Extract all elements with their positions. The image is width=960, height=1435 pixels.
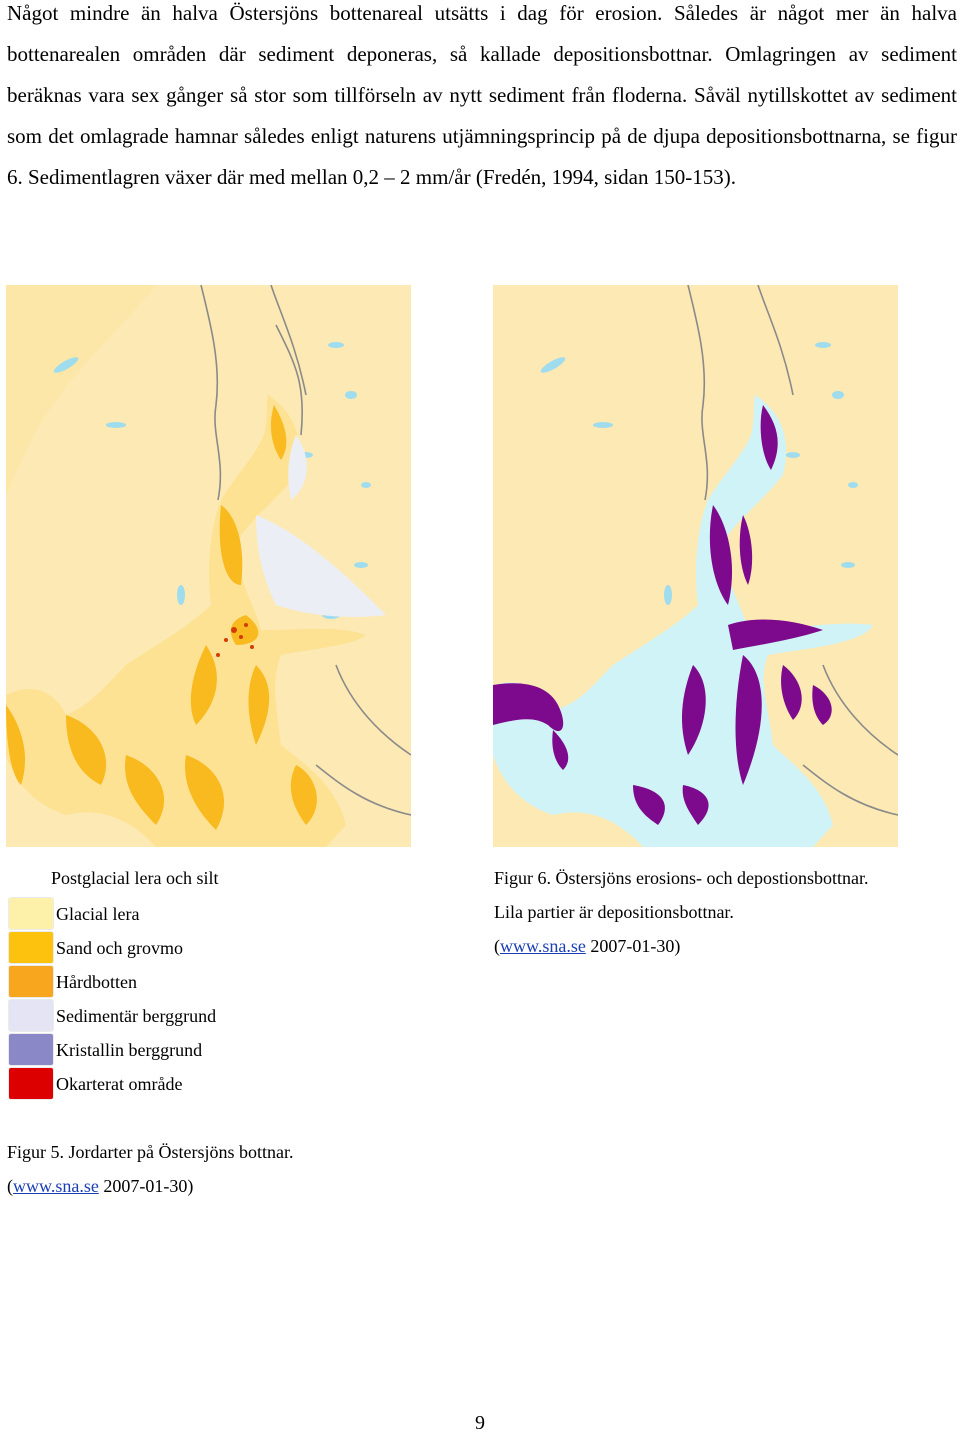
legend-swatch <box>9 1034 53 1065</box>
source-open: ( <box>7 1176 13 1196</box>
legend-label: Glacial lera <box>56 904 140 924</box>
figure6-source <box>494 934 680 958</box>
legend-item <box>9 1033 309 1067</box>
figure6-caption: Figur 6. Östersjöns erosions- och depostionsbottnar. <box>494 868 869 888</box>
legend-item <box>9 999 309 1033</box>
figure5-caption: Figur 5. Jordarter på Östersjöns bottnar. <box>7 1142 294 1162</box>
sediment-map <box>6 285 411 847</box>
source-open: ( <box>494 936 500 956</box>
legend-item <box>9 897 309 931</box>
source-date: 2007-01-30) <box>585 936 681 956</box>
figure5-source <box>7 1174 193 1198</box>
legend-swatch <box>9 932 53 963</box>
legend-label: Sedimentär berggrund <box>56 1006 217 1026</box>
legend-item <box>9 965 309 999</box>
legend-swatch <box>9 1000 53 1031</box>
legend-label: Hårdbotten <box>56 972 137 992</box>
legend-swatch <box>9 1068 53 1099</box>
deposition-map <box>493 285 898 847</box>
legend-label: Sand och grovmo <box>56 938 183 958</box>
legend-label: Kristallin berggrund <box>56 1040 203 1060</box>
page-number: 9 <box>475 1412 485 1434</box>
figure6-caption-line2: Lila partier är depositionsbottnar. <box>494 902 734 922</box>
legend-item <box>9 931 309 965</box>
source-date: 2007-01-30) <box>98 1176 194 1196</box>
legend-label: Okarterat område <box>56 1074 183 1094</box>
legend-swatch <box>9 898 53 929</box>
legend-title: Postglacial lera och silt <box>51 868 219 888</box>
legend-item <box>9 1067 309 1101</box>
source-link[interactable]: www.sna.se <box>500 936 586 956</box>
body-paragraph: Något mindre än halva Östersjöns bottenareal utsätts i dag för erosion. Således är något mer än halva bottenarealen områden där sediment deponeras, så kallade depositionsbottnar. Omlagringen av sediment beräknas vara sex gånger så stor som tillförseln av nytt sediment från floderna. Såväl nytillskottet av sediment som det omlagrade hamnar således enligt naturens utjämningsprincip på de djupa depositionsbottnarna, se figur 6. Sedimentlagren växer där med mellan 0,2 – 2 mm/år (Fredén, 1994, sidan 150-153). <box>7 1 957 189</box>
legend-swatch <box>9 966 53 997</box>
source-link[interactable]: www.sna.se <box>13 1176 99 1196</box>
